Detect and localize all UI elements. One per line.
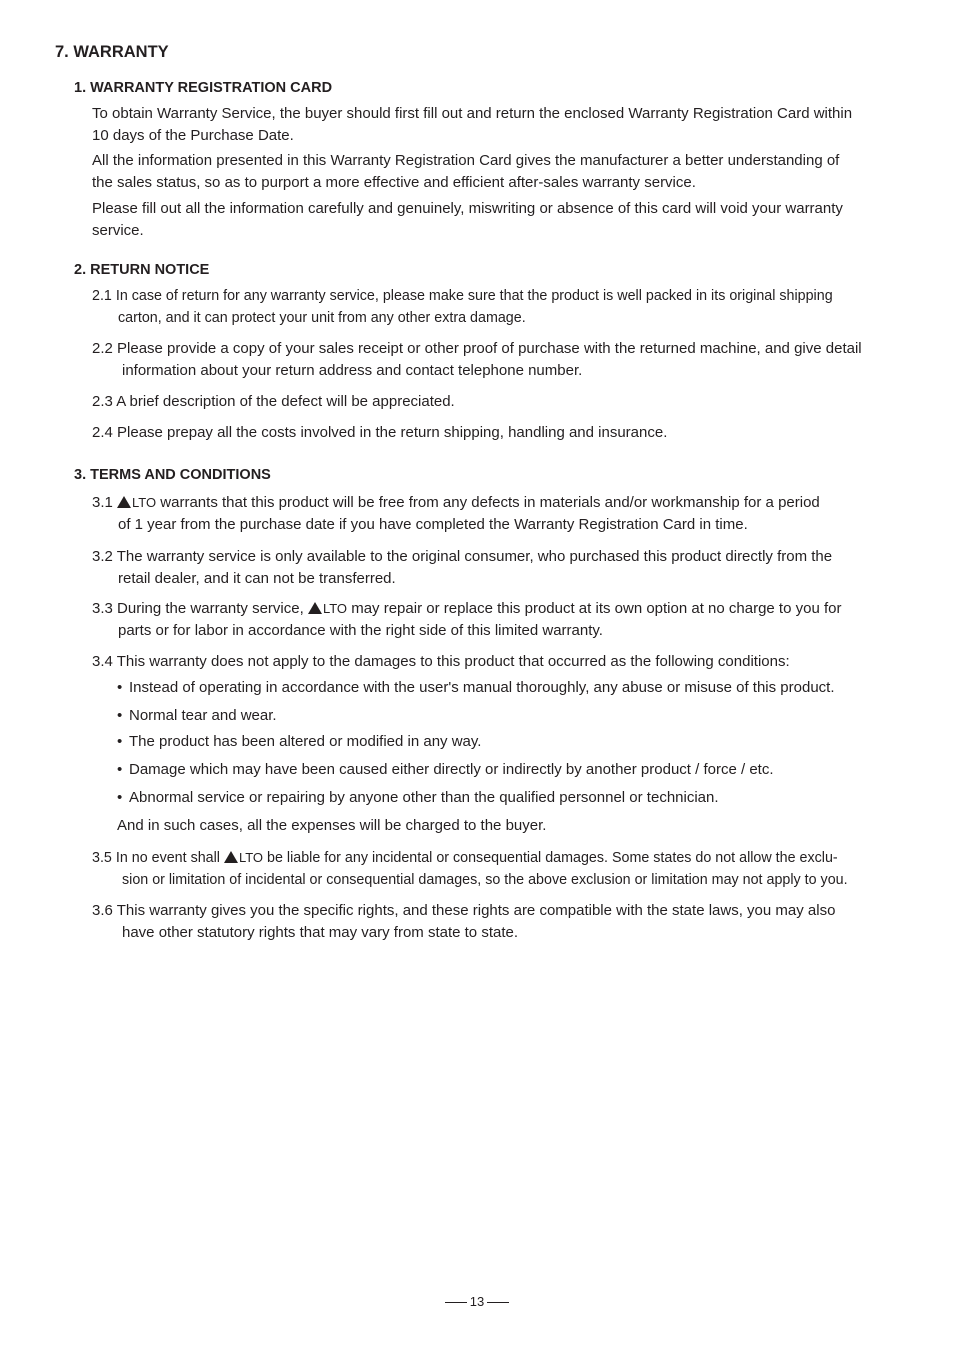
section-heading-registration: 1. WARRANTY REGISTRATION CARD — [74, 80, 333, 96]
terms-item-3-5: 3.5 In no event shall LTO be liable for any incidental or consequential damages. Some states do not allow the exclu- sion or limitation of incidental or consequential damages, so the above exclusion or limitation may not apply to you. — [92, 847, 898, 891]
alto-logo: LTO — [308, 598, 347, 620]
conditions-closing-note: And in such cases, all the expenses will be charged to the buyer. — [117, 817, 547, 834]
triangle-logo-icon — [224, 851, 238, 863]
page-title: 7. WARRANTY — [55, 43, 169, 61]
return-item-2-3: 2.3 A brief description of the defect will be appreciated. — [92, 393, 455, 410]
page-footer — [0, 1294, 954, 1309]
alto-logo: LTO — [224, 847, 263, 869]
paragraph-registration-1: To obtain Warranty Service, the buyer should first fill out and return the enclosed Warranty Registration Card within 10 days of the Purchase Date. — [92, 105, 853, 144]
paragraph-registration-3: Please fill out all the information carefully and genuinely, miswriting or absence of this card will void your warranty service. — [92, 200, 843, 239]
condition-bullet: • Instead of operating in accordance with the user's manual thoroughly, any abuse or misuse of this product. — [117, 679, 835, 696]
page-number: 13 — [469, 1294, 485, 1309]
terms-item-3-1: 3.1 LTO warrants that this product will be free from any defects in materials and/or workmanship for a period of 1 year from the purchase date if you have completed the Warranty Registration Card in time. — [92, 494, 820, 533]
condition-bullet: • Normal tear and wear. — [117, 707, 277, 724]
terms-item-3-3: 3.3 During the warranty service, LTO may repair or replace this product at its own option at no charge to you for parts or for labor in accordance with the right side of this limited warranty. — [92, 600, 842, 639]
terms-item-3-6: 3.6 This warranty gives you the specific rights, and these rights are compatible with the state laws, you may also have other statutory rights that may vary from state to state. — [92, 902, 836, 941]
return-item-2-4: 2.4 Please prepay all the costs involved in the return shipping, handling and insurance. — [92, 424, 668, 441]
footer-rule — [487, 1302, 509, 1303]
condition-bullet: • The product has been altered or modified in any way. — [117, 733, 482, 750]
triangle-logo-icon — [117, 496, 131, 508]
section-heading-terms: 3. TERMS AND CONDITIONS — [74, 467, 271, 483]
condition-bullet: • Abnormal service or repairing by anyone other than the qualified personnel or technician. — [117, 789, 719, 806]
terms-item-3-2: 3.2 The warranty service is only available to the original consumer, who purchased this product directly from the retail dealer, and it can not be transferred. — [92, 548, 833, 587]
terms-item-3-4: 3.4 This warranty does not apply to the damages to this product that occurred as the following conditions: — [92, 653, 790, 670]
triangle-logo-icon — [308, 602, 322, 614]
footer-rule — [445, 1302, 467, 1303]
condition-bullet: • Damage which may have been caused either directly or indirectly by another product / force / etc. — [117, 761, 774, 778]
alto-logo: LTO — [117, 492, 156, 514]
paragraph-registration-2: All the information presented in this Warranty Registration Card gives the manufacturer a better understanding of the sales status, so as to purport a more effective and efficient after-sales warranty service. — [92, 152, 840, 191]
section-heading-return: 2. RETURN NOTICE — [74, 262, 210, 278]
return-item-2-1: 2.1 In case of return for any warranty service, please make sure that the product is well packed in its original shipping carton, and it can protect your unit from any other extra damage. — [92, 288, 833, 326]
return-item-2-2: 2.2 Please provide a copy of your sales receipt or other proof of purchase with the returned machine, and give detail information about your return address and contact telephone number. — [92, 340, 862, 379]
